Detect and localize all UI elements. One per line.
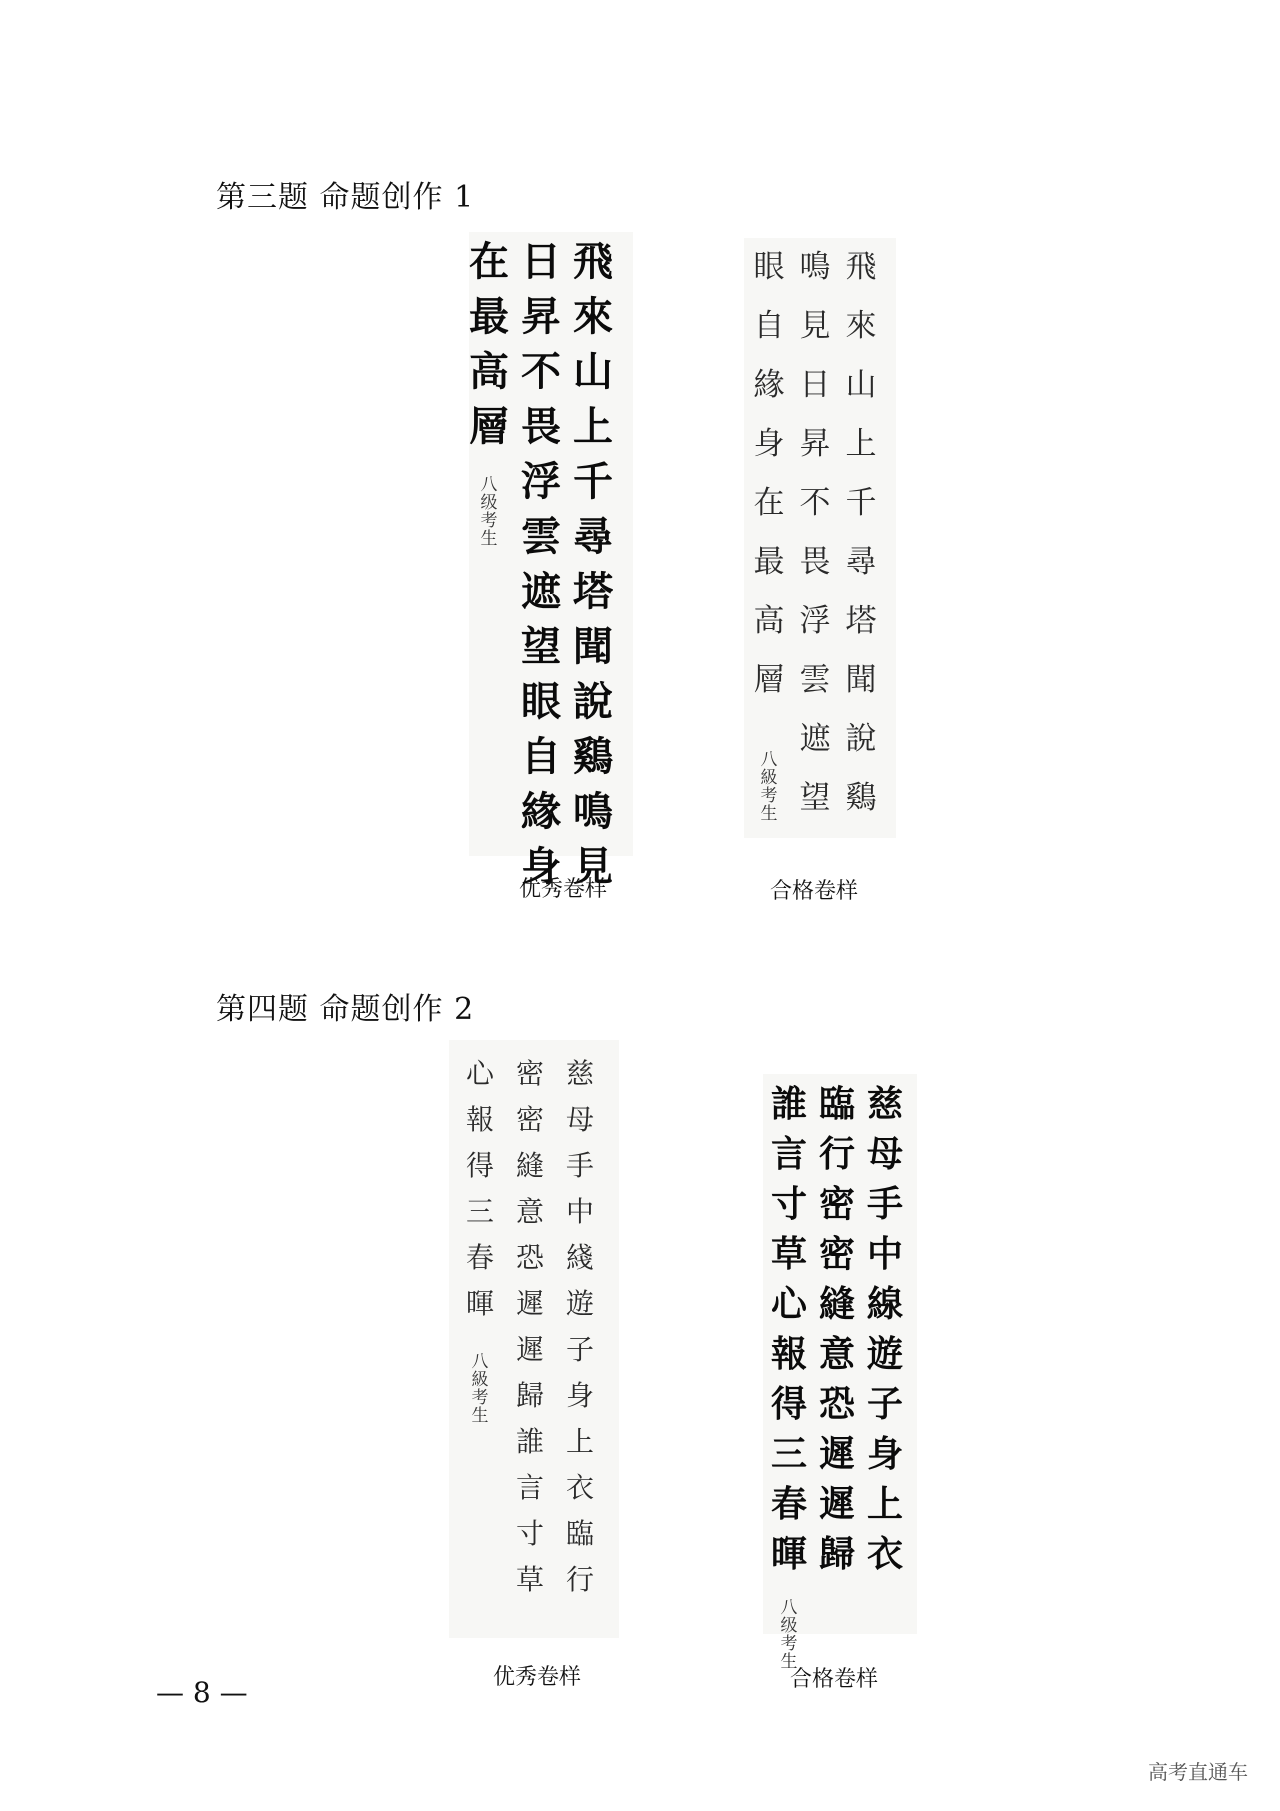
calligraphy-character: 報 xyxy=(770,1333,807,1375)
calligraphy-column xyxy=(792,249,838,816)
calligraphy-character: 見 xyxy=(573,843,613,890)
calligraphy-character: 高 xyxy=(753,603,785,639)
calligraphy-character: 千 xyxy=(573,458,613,505)
calligraphy-character: 中 xyxy=(866,1233,903,1275)
calligraphy-character: 寸 xyxy=(770,1183,807,1225)
calligraphy-column xyxy=(455,1057,505,1320)
calligraphy-character: 遊 xyxy=(565,1287,594,1320)
calligraphy-character: 說 xyxy=(573,678,613,725)
calligraphy-character: 母 xyxy=(866,1133,903,1175)
calligraphy-character: 畏 xyxy=(521,403,561,450)
calligraphy-character: 恐 xyxy=(515,1241,544,1274)
calligraphy-character: 在 xyxy=(469,238,509,285)
signature-inscription: 八 級 考 生 xyxy=(471,1352,489,1426)
calligraphy-character: 遲 xyxy=(515,1333,544,1366)
calligraphy-character: 鳴 xyxy=(573,788,613,835)
calligraphy-character: 暉 xyxy=(465,1287,494,1320)
calligraphy-character: 最 xyxy=(753,544,785,580)
calligraphy-character: 縫 xyxy=(818,1283,855,1325)
calligraphy-character: 心 xyxy=(770,1283,807,1325)
calligraphy-character: 子 xyxy=(866,1383,903,1425)
calligraphy-character: 身 xyxy=(753,426,785,462)
calligraphy-character: 日 xyxy=(521,238,561,285)
calligraphy-character: 不 xyxy=(521,348,561,395)
calligraphy-character: 山 xyxy=(845,367,877,403)
calligraphy-character: 遮 xyxy=(799,721,831,757)
calligraphy-character: 上 xyxy=(866,1483,903,1525)
qualified-sample-image xyxy=(763,1074,917,1672)
excellent-sample-caption: 优秀卷样 xyxy=(493,1665,582,1690)
calligraphy-character: 來 xyxy=(573,293,613,340)
calligraphy-character: 日 xyxy=(799,367,831,403)
calligraphy-character: 雲 xyxy=(521,513,561,560)
calligraphy-character: 身 xyxy=(866,1433,903,1475)
excellent-sample-image xyxy=(449,1040,619,1638)
calligraphy-character: 身 xyxy=(521,843,561,890)
calligraphy-column xyxy=(505,1057,555,1596)
calligraphy-character: 雲 xyxy=(799,662,831,698)
calligraphy-character: 浮 xyxy=(521,458,561,505)
calligraphy-character: 聞 xyxy=(573,623,613,670)
calligraphy-character: 遲 xyxy=(818,1433,855,1475)
qualified-sample-caption: 合格卷样 xyxy=(770,879,859,904)
excellent-sample-caption: 优秀卷样 xyxy=(519,877,608,902)
calligraphy-column xyxy=(838,249,884,816)
section3-heading: 第三题 命题创作 1 xyxy=(216,180,475,215)
calligraphy-character: 說 xyxy=(845,721,877,757)
calligraphy-character: 言 xyxy=(515,1471,544,1504)
calligraphy-character: 誰 xyxy=(515,1425,544,1458)
calligraphy-character: 尋 xyxy=(845,544,877,580)
calligraphy-character: 飛 xyxy=(845,249,877,285)
calligraphy-character: 遲 xyxy=(515,1287,544,1320)
calligraphy-column xyxy=(746,249,792,698)
calligraphy-character: 昇 xyxy=(521,293,561,340)
calligraphy-character: 緣 xyxy=(521,788,561,835)
calligraphy-character: 衣 xyxy=(565,1471,594,1504)
qualified-sample-image xyxy=(744,238,896,838)
calligraphy-character: 望 xyxy=(521,623,561,670)
calligraphy-column xyxy=(765,1083,813,1575)
calligraphy-character: 自 xyxy=(521,733,561,780)
calligraphy-character: 來 xyxy=(845,308,877,344)
calligraphy-character: 恐 xyxy=(818,1383,855,1425)
calligraphy-character: 母 xyxy=(565,1103,594,1136)
calligraphy-character: 草 xyxy=(515,1563,544,1596)
calligraphy-character: 尋 xyxy=(573,513,613,560)
calligraphy-character: 上 xyxy=(573,403,613,450)
calligraphy-character: 臨 xyxy=(565,1517,594,1550)
calligraphy-character: 見 xyxy=(799,308,831,344)
calligraphy-character: 春 xyxy=(465,1241,494,1274)
calligraphy-character: 寸 xyxy=(515,1517,544,1550)
calligraphy-character: 浮 xyxy=(799,603,831,639)
calligraphy-character: 子 xyxy=(565,1333,594,1366)
calligraphy-character: 身 xyxy=(565,1379,594,1412)
calligraphy-character: 眼 xyxy=(753,249,785,285)
calligraphy-character: 層 xyxy=(469,403,509,450)
calligraphy-character: 慈 xyxy=(565,1057,594,1090)
calligraphy-character: 鷄 xyxy=(845,780,877,816)
calligraphy-character: 上 xyxy=(565,1425,594,1458)
calligraphy-character: 遊 xyxy=(866,1333,903,1375)
calligraphy-character: 歸 xyxy=(818,1533,855,1575)
calligraphy-column xyxy=(567,238,619,890)
calligraphy-column xyxy=(463,238,515,450)
calligraphy-character: 暉 xyxy=(770,1533,807,1575)
calligraphy-column xyxy=(861,1083,909,1575)
calligraphy-character: 望 xyxy=(799,780,831,816)
calligraphy-character: 線 xyxy=(866,1283,903,1325)
calligraphy-column xyxy=(515,238,567,890)
calligraphy-column xyxy=(555,1057,605,1596)
calligraphy-character: 在 xyxy=(753,485,785,521)
calligraphy-character: 行 xyxy=(818,1133,855,1175)
calligraphy-character: 臨 xyxy=(818,1083,855,1125)
calligraphy-character: 誰 xyxy=(770,1083,807,1125)
calligraphy-character: 鷄 xyxy=(573,733,613,780)
calligraphy-character: 遲 xyxy=(818,1483,855,1525)
qualified-sample-caption: 合格卷样 xyxy=(790,1667,879,1692)
calligraphy-character: 遮 xyxy=(521,568,561,615)
section4-heading: 第四题 命题创作 2 xyxy=(216,992,475,1027)
calligraphy-character: 塔 xyxy=(845,603,877,639)
calligraphy-character: 意 xyxy=(515,1195,544,1228)
calligraphy-character: 報 xyxy=(465,1103,494,1136)
calligraphy-character: 密 xyxy=(515,1103,544,1136)
calligraphy-character: 意 xyxy=(818,1333,855,1375)
calligraphy-character: 歸 xyxy=(515,1379,544,1412)
calligraphy-character: 心 xyxy=(465,1057,494,1090)
calligraphy-character: 山 xyxy=(573,348,613,395)
calligraphy-character: 密 xyxy=(818,1233,855,1275)
calligraphy-character: 手 xyxy=(866,1183,903,1225)
calligraphy-character: 最 xyxy=(469,293,509,340)
signature-inscription: 八 级 考 生 xyxy=(480,475,498,549)
calligraphy-character: 塔 xyxy=(573,568,613,615)
calligraphy-character: 緣 xyxy=(753,367,785,403)
calligraphy-character: 層 xyxy=(753,662,785,698)
calligraphy-character: 三 xyxy=(770,1433,807,1475)
calligraphy-character: 草 xyxy=(770,1233,807,1275)
calligraphy-character: 千 xyxy=(845,485,877,521)
calligraphy-character: 衣 xyxy=(866,1533,903,1575)
calligraphy-character: 上 xyxy=(845,426,877,462)
calligraphy-character: 春 xyxy=(770,1483,807,1525)
page-number: — 8 — xyxy=(156,1676,248,1709)
calligraphy-character: 得 xyxy=(770,1383,807,1425)
calligraphy-character: 密 xyxy=(818,1183,855,1225)
signature-inscription: 八 级 考 生 xyxy=(780,1598,798,1672)
calligraphy-character: 言 xyxy=(770,1133,807,1175)
calligraphy-column xyxy=(813,1083,861,1575)
calligraphy-character: 手 xyxy=(565,1149,594,1182)
calligraphy-character: 眼 xyxy=(521,678,561,725)
calligraphy-character: 昇 xyxy=(799,426,831,462)
calligraphy-character: 聞 xyxy=(845,662,877,698)
calligraphy-character: 縫 xyxy=(515,1149,544,1182)
calligraphy-character: 不 xyxy=(799,485,831,521)
calligraphy-character: 高 xyxy=(469,348,509,395)
calligraphy-character: 畏 xyxy=(799,544,831,580)
calligraphy-character: 飛 xyxy=(573,238,613,285)
calligraphy-character: 三 xyxy=(465,1195,494,1228)
calligraphy-character: 自 xyxy=(753,308,785,344)
calligraphy-character: 中 xyxy=(565,1195,594,1228)
footer-watermark: 高考直通车 xyxy=(1148,1760,1248,1784)
signature-inscription: 八 級 考 生 xyxy=(760,750,778,824)
calligraphy-character: 得 xyxy=(465,1149,494,1182)
calligraphy-character: 綫 xyxy=(565,1241,594,1274)
calligraphy-character: 行 xyxy=(565,1563,594,1596)
calligraphy-character: 鳴 xyxy=(799,249,831,285)
calligraphy-character: 慈 xyxy=(866,1083,903,1125)
calligraphy-character: 密 xyxy=(515,1057,544,1090)
